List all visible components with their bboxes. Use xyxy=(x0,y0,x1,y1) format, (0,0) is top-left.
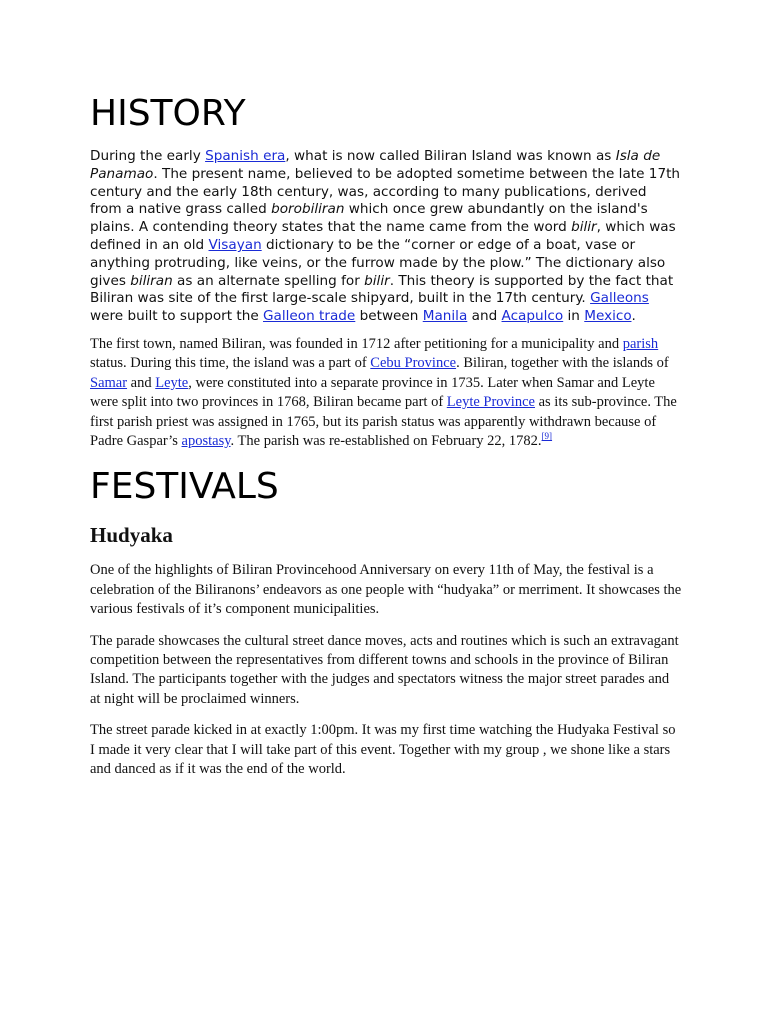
text-span: The first town, named Biliran, was founded in 1712 after petitioning for a municipality and xyxy=(90,335,623,352)
text-span: were built to support the xyxy=(90,308,264,325)
text-span: between xyxy=(355,308,423,325)
festivals-heading: FESTIVALS xyxy=(90,466,279,508)
italic-biliran: biliran xyxy=(130,272,173,289)
link-galleons[interactable]: Galleons xyxy=(590,290,649,307)
festivals-paragraph-1: One of the highlights of Biliran Provincehood Anniversary on every 11th of May, the festival is a celebration of the Biliranons’ endeavors as one people with “hudyaka” or merriment. It showcases the various festivals of it’s component municipalities. xyxy=(90,562,682,618)
link-cebu-province[interactable]: Cebu Province xyxy=(370,355,457,372)
link-acapulco[interactable]: Acapulco xyxy=(501,308,564,325)
link-parish[interactable]: parish xyxy=(622,335,659,352)
italic-bilir: bilir xyxy=(364,272,390,289)
link-visayan[interactable]: Visayan xyxy=(208,236,262,253)
text-span: . xyxy=(631,308,636,325)
history-paragraph-1 xyxy=(90,148,682,326)
text-span: , were constituted into a separate province in 1735. Later when Samar and Leyte were split into two provinces in 1768, Biliran became part of xyxy=(90,374,655,411)
festivals-paragraph-2: The parade showcases the cultural street dance moves, acts and routines which is such an extravagant competition between the representatives from different towns and schools in the province of Biliran Island. The participants together with the judges and spectators witness the major street parades and at night will be proclaimed winners. xyxy=(90,632,679,707)
link-galleon-trade[interactable]: Galleon trade xyxy=(263,308,356,325)
text-span: , which was defined in an old xyxy=(90,219,676,253)
link-leyte-province[interactable]: Leyte Province xyxy=(446,394,535,411)
text-span: . The present name, believed to be adopted sometime between the late 17th century and the early 18th century, was, according to many publications, derived from a native grass called xyxy=(90,165,681,218)
link-samar[interactable]: Samar xyxy=(90,374,128,391)
text-span: in xyxy=(563,308,585,325)
text-span: . This theory is supported by the fact that Biliran was site of the first large-scale shipyard, built in the 17th century. xyxy=(90,272,674,307)
link-manila[interactable]: Manila xyxy=(422,308,468,325)
link-apostasy[interactable]: apostasy xyxy=(181,433,231,449)
text-span: During the early xyxy=(90,148,206,164)
document-content xyxy=(90,92,682,791)
history-paragraph-2 xyxy=(90,335,682,451)
link-spanish-era[interactable]: Spanish era xyxy=(205,148,286,164)
text-span: and xyxy=(127,374,156,391)
italic-bilir: bilir xyxy=(571,219,597,236)
text-span: which once grew abundantly on the island's plains. A contending theory states that the name came from the word xyxy=(90,201,648,236)
text-span: as its sub-province. The first parish priest was assigned in 1765, but its parish status was apparently withdrawn because of Padre Gaspar’s xyxy=(90,394,677,449)
festivals-paragraph-3: The street parade kicked in at exactly 1:00pm. It was my first time watching the Hudyaka Festival so I made it very clear that I will take part of this event. Together with my group , we shone like a stars and danced as if it was the end of the world. xyxy=(90,722,676,778)
text-span: . The parish was re-established on February 22, 1782. xyxy=(230,433,542,449)
history-heading: HISTORY xyxy=(90,93,246,134)
link-mexico[interactable]: Mexico xyxy=(584,308,632,325)
italic-borobiliran: borobiliran xyxy=(271,201,345,218)
citation-link[interactable]: [9] xyxy=(541,431,553,442)
italic-isla-de-panamao: Isla de Panamao xyxy=(90,148,661,182)
text-span: status. During this time, the island was a part of xyxy=(90,355,371,372)
hudyaka-heading: Hudyaka xyxy=(90,523,173,548)
link-leyte[interactable]: Leyte xyxy=(155,374,189,391)
text-span: and xyxy=(467,308,502,325)
text-span: . Biliran, together with the islands of xyxy=(456,355,669,372)
text-span: as an alternate spelling for xyxy=(172,272,365,289)
text-span: , what is now called Biliran Island was known as xyxy=(285,148,616,164)
text-span: dictionary to be the “corner or edge of a boat, vase or anything protruding, like veins, or the furrow made by the plow.” The dictionary also gives xyxy=(90,236,666,289)
